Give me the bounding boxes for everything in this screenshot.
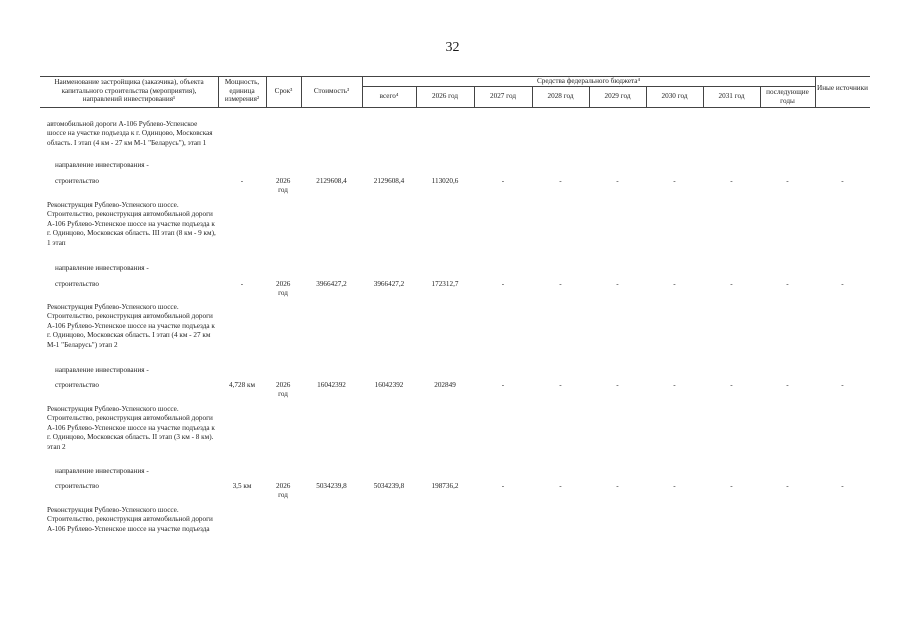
header-2027: 2027 год (490, 92, 516, 100)
total-cell: 16042392 (374, 381, 404, 389)
term-cell: 2026 год (276, 482, 291, 499)
header-name: Наименование застройщика (заказчика), объекта капитального строительства (мероприятия), направлений инвестирования¹ (54, 78, 204, 104)
year-2030-cell: - (673, 280, 676, 288)
investment-direction: направление инвестирования - (55, 366, 149, 374)
header-2026: 2026 год (432, 92, 458, 100)
investment-direction: направление инвестирования - (55, 467, 149, 475)
year-2026-cell: 113020,6 (431, 177, 459, 185)
object-name: Реконструкция Рублево-Успенского шоссе. Строительство, реконструкция автомобильной дороги А-106 Рублево-Успенское шоссе на участке подъезда к г. Одинцово, Московская область. III этап (8 км - 9 км), 1 этап (47, 201, 216, 247)
year-2030-cell: - (673, 381, 676, 389)
investment-kind: строительство (55, 381, 99, 389)
other-sources-cell: - (841, 482, 844, 490)
total-cell: 2129608,4 (373, 177, 405, 185)
header-capacity: Мощность, единица измерения² (224, 78, 260, 104)
year-2029-cell: - (616, 381, 619, 389)
year-2028-cell: - (559, 482, 562, 490)
year-2026-cell: 172312,7 (431, 280, 459, 288)
year-2031-cell: - (730, 482, 733, 490)
year-2029-cell: - (616, 177, 619, 185)
header-other-sources: Иные источники (817, 84, 868, 92)
following-years-cell: - (786, 381, 789, 389)
total-cell: 5034239,8 (373, 482, 405, 490)
cost-cell: 16042392 (317, 381, 346, 389)
following-years-cell: - (786, 177, 789, 185)
capacity-cell: 4,728 км (228, 381, 255, 389)
cost-cell: 5034239,8 (316, 482, 347, 490)
object-name: Реконструкция Рублево-Успенского шоссе. Строительство, реконструкция автомобильной дороги А-106 Рублево-Успенское шоссе на участке подъезда к г. Одинцово, Московская область. II этап (3 км - 8 км). этап 2 (47, 405, 215, 451)
other-sources-cell: - (841, 280, 844, 288)
year-2031-cell: - (730, 280, 733, 288)
cost-cell: 2129608,4 (316, 177, 347, 185)
investment-direction: направление инвестирования - (55, 161, 149, 169)
page-number: 32 (445, 40, 460, 55)
following-years-cell: - (786, 280, 789, 288)
year-2030-cell: - (673, 482, 676, 490)
year-2030-cell: - (673, 177, 676, 185)
header-following-years: последующие годы (766, 88, 809, 105)
year-2031-cell: - (730, 381, 733, 389)
header-2029: 2029 год (604, 92, 631, 100)
capacity-cell: - (240, 177, 244, 185)
year-2026-cell: 198736,2 (431, 482, 459, 490)
header-federal-budget: Средства федерального бюджета⁴ (537, 77, 640, 85)
total-cell: 3966427,2 (373, 280, 405, 288)
header-bottom-rule (40, 107, 870, 108)
header-total: всего⁴ (379, 92, 399, 100)
year-2028-cell: - (559, 177, 562, 185)
year-2027-cell: - (501, 381, 505, 389)
other-sources-cell: - (841, 177, 844, 185)
capacity-cell: - (240, 280, 244, 288)
following-years-cell: - (786, 482, 789, 490)
term-cell: 2026 год (276, 177, 291, 194)
year-2027-cell: - (501, 280, 505, 288)
header-term: Срок³ (274, 87, 293, 95)
investment-kind: строительство (55, 280, 99, 288)
year-2028-cell: - (559, 280, 562, 288)
header-2028: 2028 год (547, 92, 574, 100)
year-2027-cell: - (501, 482, 505, 490)
object-name: Реконструкция Рублево-Успенского шоссе. Строительство, реконструкция автомобильной дороги А-106 Рублево-Успенское шоссе на участке подъезда к г. Одинцово, Московская область. I этап (4 км - 27 км М-1 "Беларусь") этап 2 (47, 303, 215, 349)
header-cost: Стоимость³ (313, 87, 350, 95)
year-2029-cell: - (616, 482, 619, 490)
term-cell: 2026 год (276, 381, 291, 398)
investment-kind: строительство (55, 177, 99, 185)
year-2028-cell: - (559, 381, 562, 389)
object-name: автомобильной дороги А-106 Рублево-Успенское шоссе на участке подъезда к г. Одинцово, Московская область. I этап (4 км - 27 км М-1 "Беларусь"), этап 1 (47, 120, 213, 147)
header-2031: 2031 год (718, 92, 745, 100)
capacity-cell: 3,5 км (232, 482, 252, 490)
header-2030: 2030 год (661, 92, 688, 100)
year-2026-cell: 202849 (434, 381, 456, 389)
other-sources-cell: - (841, 381, 844, 389)
investment-direction: направление инвестирования - (55, 264, 149, 272)
term-cell: 2026 год (276, 280, 291, 297)
object-name: Реконструкция Рублево-Успенского шоссе. Строительство, реконструкция автомобильной дороги А-106 Рублево-Успенское шоссе на участке подъезда (47, 506, 213, 533)
year-2027-cell: - (501, 177, 505, 185)
investment-kind: строительство (55, 482, 99, 490)
cost-cell: 3966427,2 (316, 280, 347, 288)
year-2029-cell: - (616, 280, 619, 288)
year-2031-cell: - (730, 177, 733, 185)
